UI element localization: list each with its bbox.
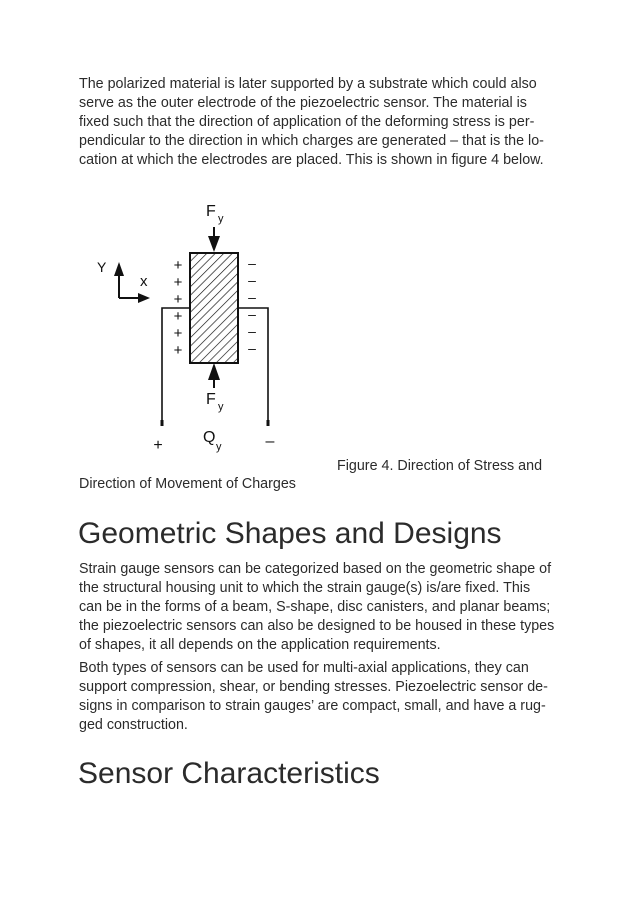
piezo-crystal-block bbox=[190, 253, 238, 363]
charge-sign: + bbox=[173, 325, 183, 342]
axis-y-label: Y bbox=[97, 259, 107, 275]
charge-sign: + bbox=[173, 342, 183, 359]
text-line: cation at which the electrodes are placed. This is shown in figure 4 below. bbox=[79, 152, 544, 168]
text-line: fixed such that the direction of application of the deforming stress is per- bbox=[79, 114, 535, 130]
charge-sign: – bbox=[248, 340, 256, 356]
charge-label: Q bbox=[203, 429, 216, 446]
charge-sign: – bbox=[248, 306, 256, 322]
figure-caption-part2: Direction of Movement of Charges bbox=[79, 476, 296, 492]
figure-caption-part1: Figure 4. Direction of Stress and bbox=[337, 458, 543, 474]
force-arrow-bottom bbox=[208, 363, 220, 388]
text-line: can be in the forms of a beam, S-shape, disc canisters, and planar beams; bbox=[79, 599, 551, 615]
text-line: of shapes, it all depends on the application requirements. bbox=[79, 637, 441, 653]
text-line: ged construction. bbox=[79, 717, 188, 733]
force-bottom-label: F bbox=[206, 391, 216, 408]
force-top-sub: y bbox=[218, 213, 224, 225]
charge-sign: – bbox=[248, 272, 256, 288]
intro-paragraph bbox=[79, 75, 561, 170]
axis-x-label: x bbox=[140, 273, 148, 290]
terminal-negative: – bbox=[265, 433, 275, 450]
force-top-label: F bbox=[206, 203, 216, 220]
charge-sign: + bbox=[173, 291, 183, 308]
text-line: signs in comparison to strain gauges’ are compact, small, and have a rug- bbox=[79, 698, 546, 714]
section-heading-geometric: Geometric Shapes and Designs bbox=[78, 517, 502, 550]
geometric-paragraph-1 bbox=[79, 560, 561, 655]
charge-sub: y bbox=[216, 441, 222, 453]
force-bottom-sub: y bbox=[218, 401, 224, 413]
text-line: Both types of sensors can be used for multi-axial applications, they can bbox=[79, 660, 529, 676]
section-heading-characteristics: Sensor Characteristics bbox=[78, 757, 380, 790]
charge-sign: – bbox=[248, 255, 256, 271]
axis-y-arrowhead-icon bbox=[114, 262, 124, 276]
text-line: support compression, shear, or bending stresses. Piezoelectric sensor de- bbox=[79, 679, 548, 695]
charge-sign: + bbox=[173, 308, 183, 325]
charge-sign: + bbox=[173, 274, 183, 291]
geometric-paragraph-2 bbox=[79, 659, 561, 735]
charge-sign: – bbox=[248, 289, 256, 305]
force-arrow-top bbox=[208, 227, 220, 252]
text-line: pendicular to the direction in which charges are generated – that is the lo- bbox=[79, 133, 544, 149]
terminal-positive: + bbox=[153, 437, 163, 454]
text-line: the piezoelectric sensors can also be designed to be housed in these types bbox=[79, 618, 555, 634]
charge-sign: – bbox=[248, 323, 256, 339]
text-line: The polarized material is later supported by a substrate which could also bbox=[79, 76, 537, 92]
text-line: Strain gauge sensors can be categorized based on the geometric shape of bbox=[79, 561, 552, 577]
text-line: the structural housing unit to which the strain gauge(s) is/are fixed. This bbox=[79, 580, 531, 596]
charge-sign: + bbox=[173, 257, 183, 274]
figure-4-diagram bbox=[90, 200, 290, 462]
left-charge-column bbox=[174, 257, 183, 359]
axis-x-arrowhead-icon bbox=[138, 293, 150, 303]
text-line: serve as the outer electrode of the piezoelectric sensor. The material is bbox=[79, 95, 527, 111]
right-charge-column bbox=[248, 255, 256, 356]
